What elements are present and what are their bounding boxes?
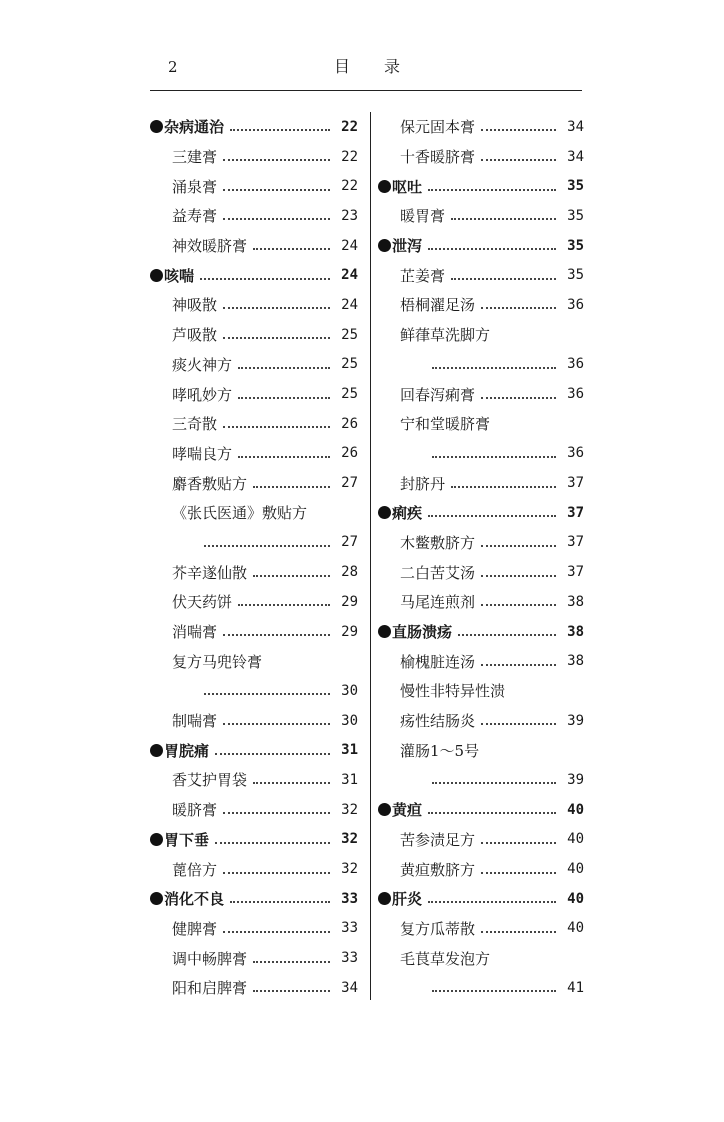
toc-entry-title-line[interactable] — [378, 735, 584, 765]
toc-entry[interactable] — [150, 973, 358, 1003]
page-ref: 41 — [567, 979, 584, 996]
page-ref: 39 — [567, 771, 584, 788]
leader-dots — [481, 603, 556, 606]
entry-label: 痢疾 — [392, 504, 423, 523]
toc-entry[interactable] — [150, 379, 358, 409]
bullet-icon — [150, 269, 163, 282]
page-ref: 24 — [341, 237, 358, 254]
toc-entry[interactable] — [378, 557, 584, 587]
leader-dots — [253, 485, 330, 488]
leader-dots — [253, 989, 330, 992]
toc-entry[interactable] — [150, 439, 358, 469]
toc-section-heading[interactable] — [150, 884, 358, 914]
entry-label: 榆槐脏连汤 — [400, 652, 476, 671]
leader-dots — [458, 633, 556, 636]
entry-label: 毛茛草发泡方 — [400, 949, 491, 968]
page-ref: 37 — [567, 504, 584, 521]
leader-dots — [432, 781, 556, 784]
entry-label: 芥辛遂仙散 — [172, 563, 248, 582]
toc-entry[interactable] — [150, 231, 358, 261]
toc-entry[interactable] — [378, 142, 584, 172]
leader-dots — [238, 366, 330, 369]
leader-dots — [428, 188, 556, 191]
leader-dots — [481, 574, 556, 577]
page-ref: 25 — [341, 326, 358, 343]
page-ref: 31 — [341, 742, 358, 759]
toc-entry[interactable] — [150, 290, 358, 320]
entry-label: 咳喘 — [164, 266, 195, 285]
entry-label: 麝香敷贴方 — [172, 474, 248, 493]
entry-label: 杂病通治 — [164, 118, 225, 137]
toc-section-heading[interactable] — [378, 231, 584, 261]
toc-entry[interactable] — [150, 350, 358, 380]
entry-label: 暖脐膏 — [172, 801, 218, 820]
toc-entry[interactable] — [378, 587, 584, 617]
toc-entry[interactable] — [150, 142, 358, 172]
page-ref: 35 — [567, 207, 584, 224]
leader-dots — [200, 277, 330, 280]
page-ref: 26 — [341, 415, 358, 432]
page-title — [334, 54, 400, 77]
entry-label: 涌泉膏 — [172, 177, 218, 196]
page-title-char-1: 目 — [334, 57, 351, 76]
bullet-icon — [378, 625, 391, 638]
page-ref: 34 — [341, 979, 358, 996]
entry-label: 苦参渍足方 — [400, 830, 476, 849]
entry-label: 香艾护胃袋 — [172, 771, 248, 790]
leader-dots — [428, 247, 556, 250]
bullet-icon — [378, 892, 391, 905]
page-ref: 31 — [341, 771, 358, 788]
page-ref: 29 — [341, 593, 358, 610]
entry-label: 呕吐 — [392, 177, 423, 196]
leader-dots — [451, 217, 556, 220]
entry-label: 哮吼妙方 — [172, 385, 233, 404]
page-ref: 38 — [567, 653, 584, 670]
page-ref: 35 — [567, 237, 584, 254]
toc-entry[interactable] — [378, 854, 584, 884]
entry-label: 制喘膏 — [172, 712, 218, 731]
toc-section-heading[interactable] — [378, 498, 584, 528]
entry-label: 黄疸 — [392, 801, 423, 820]
entry-label: 三建膏 — [172, 148, 218, 167]
page-ref: 27 — [341, 534, 358, 551]
toc-entry[interactable] — [150, 765, 358, 795]
leader-dots — [481, 306, 556, 309]
toc-section-heading[interactable] — [378, 617, 584, 647]
entry-label: 哮喘良方 — [172, 444, 233, 463]
entry-label: 二白苦艾汤 — [400, 563, 476, 582]
toc-section-heading[interactable] — [150, 112, 358, 142]
bullet-icon — [378, 180, 391, 193]
page-ref: 38 — [567, 593, 584, 610]
leader-dots — [481, 841, 556, 844]
bullet-icon — [378, 239, 391, 252]
page-ref: 33 — [341, 920, 358, 937]
leader-dots — [428, 811, 556, 814]
toc-entry[interactable] — [150, 795, 358, 825]
leader-dots — [481, 544, 556, 547]
page-ref: 32 — [341, 861, 358, 878]
leader-dots — [481, 930, 556, 933]
toc-entry[interactable] — [150, 587, 358, 617]
toc-entry[interactable] — [378, 825, 584, 855]
bullet-icon — [150, 892, 163, 905]
page-ref: 33 — [341, 890, 358, 907]
toc-entry[interactable] — [378, 260, 584, 290]
page-ref: 37 — [567, 475, 584, 492]
entry-label: 直肠溃疡 — [392, 623, 453, 642]
page-ref: 40 — [567, 831, 584, 848]
leader-dots — [481, 128, 556, 131]
leader-dots — [223, 633, 330, 636]
toc-entry-continuation[interactable] — [150, 528, 358, 558]
toc-entry[interactable] — [150, 468, 358, 498]
page-ref: 36 — [567, 356, 584, 373]
leader-dots — [428, 514, 556, 517]
page-ref: 33 — [341, 950, 358, 967]
entry-label: 慢性非特异性溃 — [400, 682, 506, 701]
bullet-icon — [150, 833, 163, 846]
toc-entry[interactable] — [150, 409, 358, 439]
page-ref: 22 — [341, 148, 358, 165]
leader-dots — [238, 603, 330, 606]
entry-label: 鲜葎草洗脚方 — [400, 326, 491, 345]
entry-label: 封脐丹 — [400, 474, 446, 493]
entry-label: 复方瓜蒂散 — [400, 919, 476, 938]
leader-dots — [432, 366, 556, 369]
leader-dots — [253, 781, 330, 784]
toc-entry[interactable] — [150, 557, 358, 587]
leader-dots — [215, 841, 330, 844]
entry-label: 神吸散 — [172, 296, 218, 315]
page-number: 2 — [168, 58, 178, 76]
toc-section-heading[interactable] — [150, 825, 358, 855]
toc-entry-continuation[interactable] — [378, 439, 584, 469]
bullet-icon — [150, 120, 163, 133]
toc-entry[interactable] — [378, 201, 584, 231]
entry-label: 木鳖敷脐方 — [400, 533, 476, 552]
leader-dots — [432, 455, 556, 458]
leader-dots — [223, 871, 330, 874]
toc-entry[interactable] — [150, 854, 358, 884]
page-ref: 30 — [341, 712, 358, 729]
page-ref: 28 — [341, 564, 358, 581]
page-ref: 34 — [567, 118, 584, 135]
leader-dots — [432, 989, 556, 992]
page-ref: 40 — [567, 801, 584, 818]
toc-right-column — [378, 112, 584, 1003]
toc-entry[interactable] — [150, 171, 358, 201]
entry-label: 胃脘痛 — [164, 741, 210, 760]
toc-section-heading[interactable] — [378, 171, 584, 201]
page-ref: 35 — [567, 267, 584, 284]
page-title-char-2: 录 — [384, 57, 401, 76]
page-ref: 25 — [341, 356, 358, 373]
leader-dots — [215, 752, 330, 755]
page-ref: 35 — [567, 178, 584, 195]
entry-label: 消喘膏 — [172, 623, 218, 642]
toc-entry[interactable] — [378, 706, 584, 736]
bullet-icon — [378, 803, 391, 816]
page-ref: 24 — [341, 296, 358, 313]
entry-label: 黄疸敷脐方 — [400, 860, 476, 879]
entry-label: 灌肠1～5号 — [400, 741, 480, 760]
toc-entry[interactable] — [150, 320, 358, 350]
entry-label: 泄泻 — [392, 237, 423, 256]
toc-section-heading[interactable] — [378, 795, 584, 825]
toc-entry[interactable] — [378, 112, 584, 142]
toc-left-column — [150, 112, 358, 1003]
toc-entry-title-line[interactable] — [378, 676, 584, 706]
page-ref: 32 — [341, 801, 358, 818]
page-ref: 36 — [567, 386, 584, 403]
toc-entry[interactable] — [150, 943, 358, 973]
leader-dots — [223, 811, 330, 814]
page-ref: 40 — [567, 861, 584, 878]
leader-dots — [253, 960, 330, 963]
leader-dots — [223, 425, 330, 428]
page-ref: 30 — [341, 682, 358, 699]
leader-dots — [481, 722, 556, 725]
page-ref: 32 — [341, 831, 358, 848]
entry-label: 十香暖脐膏 — [400, 148, 476, 167]
toc-entry-title-line[interactable] — [378, 409, 584, 439]
entry-label: 胃下垂 — [164, 830, 210, 849]
page-ref: 26 — [341, 445, 358, 462]
leader-dots — [481, 396, 556, 399]
page-ref: 34 — [567, 148, 584, 165]
leader-dots — [204, 544, 330, 547]
leader-dots — [223, 188, 330, 191]
bullet-icon — [150, 744, 163, 757]
leader-dots — [253, 247, 330, 250]
page-ref: 27 — [341, 475, 358, 492]
toc-entry-title-line[interactable] — [150, 646, 358, 676]
page-ref: 38 — [567, 623, 584, 640]
toc-entry-continuation[interactable] — [378, 765, 584, 795]
entry-label: 芷姜膏 — [400, 266, 446, 285]
entry-label: 马尾连煎剂 — [400, 593, 476, 612]
leader-dots — [451, 485, 556, 488]
header-rule — [150, 90, 582, 91]
bullet-icon — [378, 506, 391, 519]
leader-dots — [481, 663, 556, 666]
leader-dots — [230, 900, 330, 903]
entry-label: 梧桐濯足汤 — [400, 296, 476, 315]
page-ref: 36 — [567, 296, 584, 313]
leader-dots — [230, 128, 330, 131]
toc-entry[interactable] — [150, 201, 358, 231]
toc-entry-title-line[interactable] — [378, 943, 584, 973]
toc-section-heading[interactable] — [150, 260, 358, 290]
page-ref: 29 — [341, 623, 358, 640]
toc-entry[interactable] — [378, 914, 584, 944]
leader-dots — [238, 396, 330, 399]
entry-label: 阳和启脾膏 — [172, 979, 248, 998]
toc-section-heading[interactable] — [378, 884, 584, 914]
entry-label: 蓖倍方 — [172, 860, 218, 879]
entry-label: 《张氏医通》敷贴方 — [172, 504, 308, 523]
entry-label: 暖胃膏 — [400, 207, 446, 226]
leader-dots — [481, 871, 556, 874]
toc-entry[interactable] — [150, 617, 358, 647]
page-ref: 22 — [341, 178, 358, 195]
toc-entry[interactable] — [150, 706, 358, 736]
leader-dots — [223, 158, 330, 161]
entry-label: 健脾膏 — [172, 919, 218, 938]
entry-label: 复方马兜铃膏 — [172, 652, 263, 671]
entry-label: 三奇散 — [172, 415, 218, 434]
leader-dots — [238, 455, 330, 458]
page-ref: 39 — [567, 712, 584, 729]
entry-label: 肝炎 — [392, 890, 423, 909]
entry-label: 保元固本膏 — [400, 118, 476, 137]
entry-label: 调中畅脾膏 — [172, 949, 248, 968]
page-ref: 22 — [341, 118, 358, 135]
page-ref: 37 — [567, 564, 584, 581]
page-ref: 40 — [567, 920, 584, 937]
toc-entry[interactable] — [378, 528, 584, 558]
toc-entry-continuation[interactable] — [150, 676, 358, 706]
page-ref: 24 — [341, 267, 358, 284]
leader-dots — [223, 722, 330, 725]
leader-dots — [223, 306, 330, 309]
page-ref: 25 — [341, 386, 358, 403]
leader-dots — [223, 336, 330, 339]
page-ref: 36 — [567, 445, 584, 462]
toc-entry-title-line[interactable] — [150, 498, 358, 528]
toc-entry[interactable] — [378, 379, 584, 409]
entry-label: 伏天药饼 — [172, 593, 233, 612]
entry-label: 痰火神方 — [172, 355, 233, 374]
toc-section-heading[interactable] — [150, 735, 358, 765]
leader-dots — [204, 692, 330, 695]
leader-dots — [223, 217, 330, 220]
leader-dots — [451, 277, 556, 280]
entry-label: 回春泻痢膏 — [400, 385, 476, 404]
entry-label: 益寿膏 — [172, 207, 218, 226]
page-ref: 23 — [341, 207, 358, 224]
toc-entry-continuation[interactable] — [378, 973, 584, 1003]
toc-entry-continuation[interactable] — [378, 350, 584, 380]
toc-entry[interactable] — [378, 290, 584, 320]
toc-entry[interactable] — [378, 646, 584, 676]
toc-entry[interactable] — [378, 468, 584, 498]
entry-label: 宁和堂暖脐膏 — [400, 415, 491, 434]
column-divider — [370, 112, 371, 1000]
leader-dots — [428, 900, 556, 903]
leader-dots — [223, 930, 330, 933]
page-ref: 40 — [567, 890, 584, 907]
entry-label: 消化不良 — [164, 890, 225, 909]
toc-entry-title-line[interactable] — [378, 320, 584, 350]
entry-label: 疡性结肠炎 — [400, 712, 476, 731]
entry-label: 神效暖脐膏 — [172, 237, 248, 256]
toc-entry[interactable] — [150, 914, 358, 944]
leader-dots — [253, 574, 330, 577]
leader-dots — [481, 158, 556, 161]
entry-label: 芦吸散 — [172, 326, 218, 345]
page-ref: 37 — [567, 534, 584, 551]
